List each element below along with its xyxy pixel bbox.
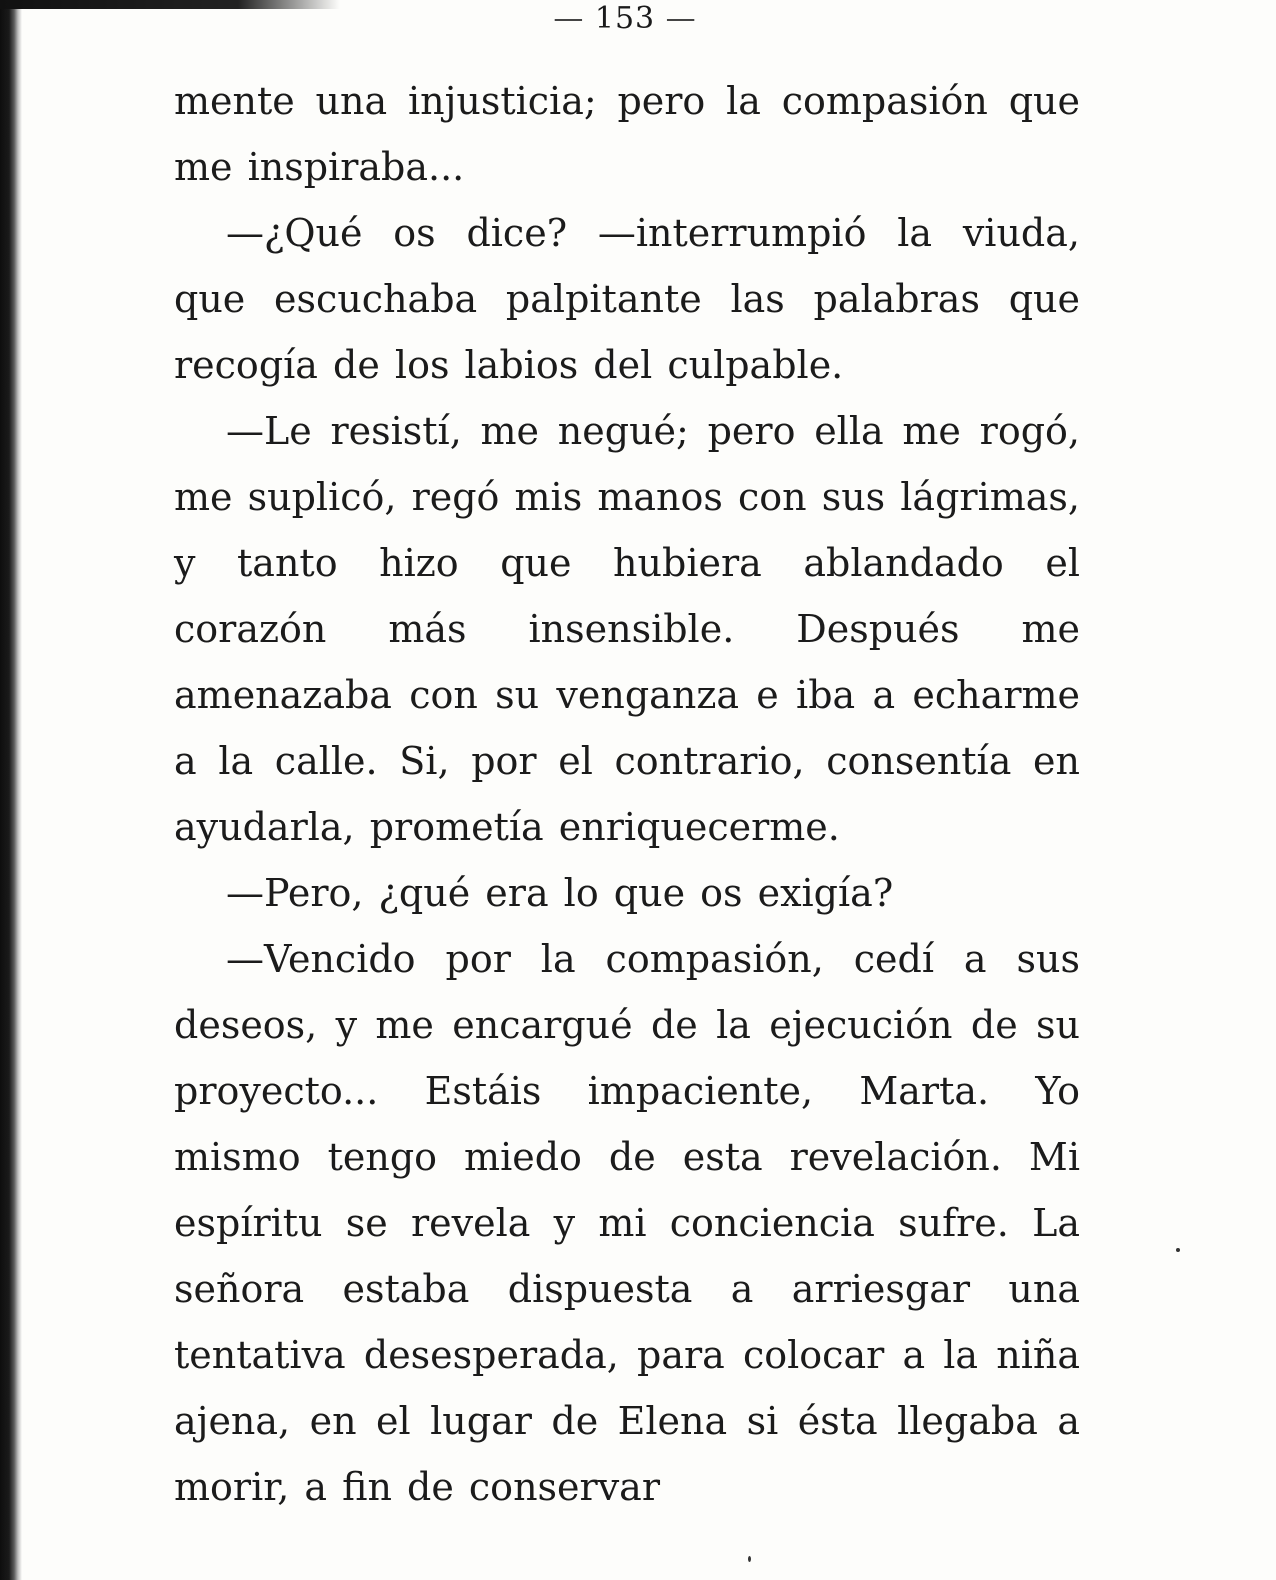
body-text — [174, 68, 1080, 1520]
page-binding-edge — [0, 0, 22, 1580]
paragraph-dialogue: —Le resistí, me negué; pero ella me rogó, me suplicó, regó mis manos con sus lágrimas, y tanto hizo que hubiera ablandado el corazón más insensible. Después me amenazaba con su venganza e iba a echarme a la calle. Si, por el contrario, consentía en ayudarla, prometía enriquecerme. — [174, 409, 1080, 849]
page-number-prefix: — — [553, 1, 585, 36]
page-number-value: 153 — [594, 1, 656, 36]
page-header — [0, 0, 1276, 40]
paragraph-dialogue: —¿Qué os dice? —interrumpió la viuda, que escuchaba palpitante las palabras que recogía de los labios del culpable. — [174, 211, 1080, 387]
paragraph-continuation: mente una injusticia; pero la compasión que me inspiraba... — [174, 79, 1080, 189]
scan-speck — [1176, 1248, 1180, 1252]
paragraph-dialogue: —Pero, ¿qué era lo que os exigía? — [226, 871, 894, 915]
page-number-suffix: — — [665, 1, 697, 36]
paragraph-dialogue: —Vencido por la compasión, cedí a sus deseos, y me encargué de la ejecución de su proyecto... Estáis impaciente, Marta. Yo mismo tengo miedo de esta revelación. Mi espíritu se revela y mi conciencia sufre. La señora estaba dispuesta a arriesgar una tentativa desesperada, para colocar a la niña ajena, en el lugar de Elena si ésta llegaba a morir, a fin de conservar — [174, 937, 1080, 1509]
page-number — [545, 2, 705, 36]
scan-speck — [748, 1556, 751, 1562]
